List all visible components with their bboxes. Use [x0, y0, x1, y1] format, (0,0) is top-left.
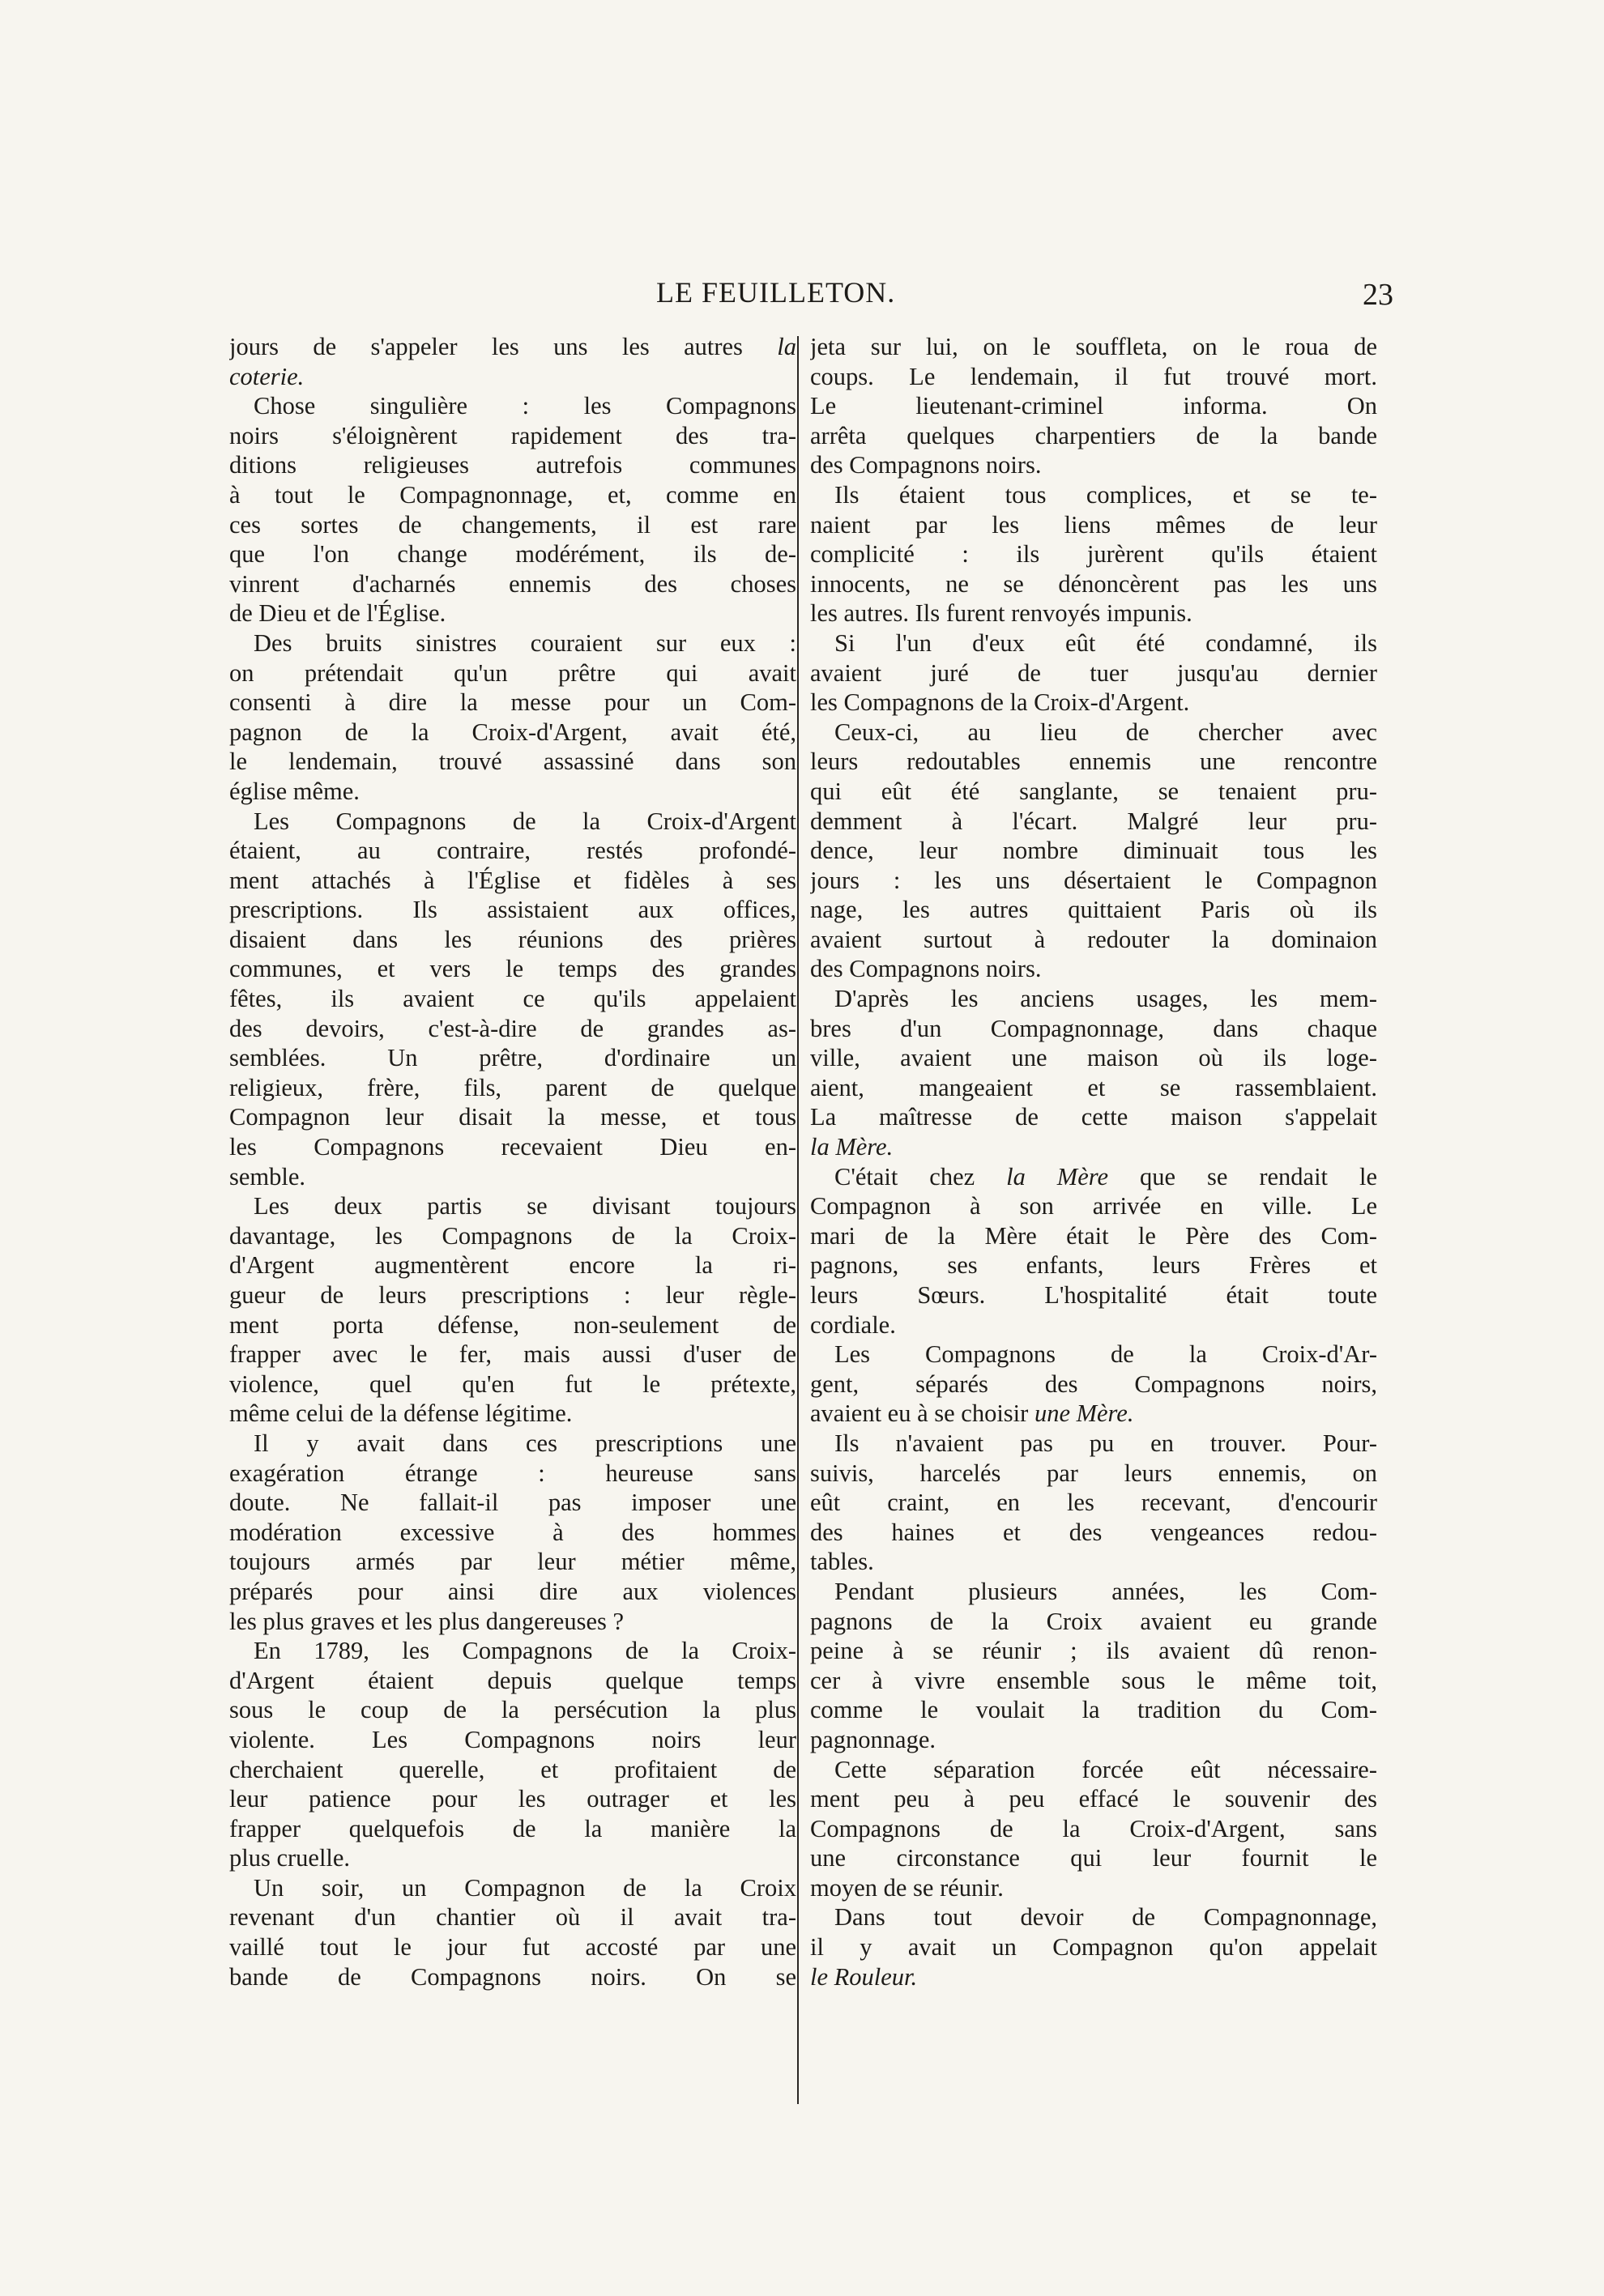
line-text: à tout le Compagnonnage, et, comme en — [229, 480, 796, 509]
line-text: exagération étrange : heureuse sans — [229, 1459, 796, 1487]
text-line — [229, 866, 796, 896]
line-text: cordiale. — [810, 1310, 896, 1339]
line-text: Compagnon leur disait la messe, et tous — [229, 1103, 796, 1131]
text-line — [229, 1755, 796, 1785]
text-column-right — [810, 332, 1377, 1991]
line-text: on prétendait qu'un prêtre qui avait — [229, 658, 796, 687]
text-line — [810, 1695, 1377, 1725]
text-line — [810, 450, 1377, 480]
text-line — [229, 1873, 796, 1903]
text-line — [810, 1577, 1377, 1607]
text-line — [229, 1162, 796, 1192]
text-line — [229, 1932, 796, 1962]
text-line — [229, 984, 796, 1014]
text-line — [810, 598, 1377, 628]
line-text: religieux, frère, fils, parent de quelque — [229, 1073, 796, 1101]
italic-text: coterie. — [229, 362, 305, 390]
text-line — [810, 1636, 1377, 1666]
line-text: frapper quelquefois de la manière la — [229, 1814, 796, 1842]
line-text: qui eût été sanglante, se tenaient pru- — [810, 777, 1377, 805]
text-line — [229, 1784, 796, 1814]
line-text: dence, leur nombre diminuait tous les — [810, 837, 1377, 865]
text-line — [810, 391, 1377, 421]
text-line — [229, 1102, 796, 1132]
line-text: des Compagnons noirs. — [810, 955, 1042, 983]
line-text: ditions religieuses autrefois communes — [229, 451, 796, 479]
line-text: leurs redoutables ennemis une rencontre — [810, 748, 1377, 776]
line-text: il y avait un Compagnon qu'on appelait — [810, 1933, 1377, 1962]
text-line — [229, 954, 796, 984]
text-line — [229, 1518, 796, 1548]
line-text: Le lieutenant-criminel informa. On — [810, 392, 1377, 420]
text-line — [229, 1340, 796, 1370]
text-line — [229, 1666, 796, 1696]
line-text: Compagnon à son arrivée en ville. Le — [810, 1192, 1377, 1220]
line-text: que l'on change modérément, ils de- — [229, 540, 796, 569]
text-line — [810, 1666, 1377, 1696]
line-text: mari de la Mère était le Père des Com- — [810, 1221, 1377, 1250]
text-line — [229, 1488, 796, 1518]
line-text: violente. Les Compagnons noirs leur — [229, 1725, 796, 1753]
line-text: noirs s'éloignèrent rapidement des tra- — [229, 421, 796, 449]
line-text: disaient dans les réunions des prières — [229, 925, 796, 953]
line-text-after: que se rendait le — [1108, 1162, 1377, 1191]
line-text: violence, quel qu'en fut le prétexte, — [229, 1370, 796, 1398]
text-line — [229, 1191, 796, 1221]
text-line — [229, 1399, 796, 1429]
line-text: demment à l'écart. Malgré leur pru- — [810, 807, 1377, 835]
line-text: plus cruelle. — [229, 1844, 351, 1872]
line-text: de Dieu et de l'Église. — [229, 599, 446, 628]
line-text: Les deux partis se divisant toujours — [254, 1192, 796, 1220]
text-line — [229, 925, 796, 955]
line-text: ment attachés à l'Église et fidèles à ses — [229, 866, 796, 894]
text-line — [229, 510, 796, 540]
text-line — [810, 332, 1377, 362]
page-number: 23 — [1363, 278, 1393, 312]
line-text: pagnons de la Croix avaient eu grande — [810, 1607, 1377, 1635]
line-text: préparés pour ainsi dire aux violences — [229, 1577, 796, 1605]
text-line — [229, 539, 796, 569]
line-text: revenant d'un chantier où il avait tra- — [229, 1903, 796, 1932]
text-line — [810, 895, 1377, 925]
text-line — [229, 1695, 796, 1725]
text-line — [229, 480, 796, 510]
text-line — [229, 1577, 796, 1607]
text-line — [810, 1518, 1377, 1548]
line-text: bres d'un Compagnonnage, dans chaque — [810, 1014, 1377, 1042]
text-line — [229, 598, 796, 628]
text-line — [810, 480, 1377, 510]
line-text: moyen de se réunir. — [810, 1873, 1004, 1902]
text-line — [810, 807, 1377, 837]
line-text: Des bruits sinistres couraient sur eux : — [254, 628, 796, 657]
line-text: prescriptions. Ils assistaient aux offices, — [229, 896, 796, 924]
line-text: gent, séparés des Compagnons noirs, — [810, 1370, 1377, 1398]
text-line — [229, 1043, 796, 1073]
text-line — [229, 628, 796, 658]
italic-text: une Mère. — [1034, 1399, 1134, 1428]
line-text: avaient eu à se choisir — [810, 1399, 1034, 1428]
line-text: innocents, ne se dénoncèrent pas les uns — [810, 569, 1377, 598]
text-line — [810, 1043, 1377, 1073]
text-line — [810, 777, 1377, 807]
text-line — [229, 658, 796, 688]
line-text: jeta sur lui, on le souffleta, on le roua de — [810, 333, 1377, 360]
text-line — [810, 1250, 1377, 1280]
text-line — [810, 628, 1377, 658]
text-line — [810, 836, 1377, 866]
text-line — [810, 1280, 1377, 1310]
text-line — [810, 1814, 1377, 1844]
text-line — [810, 539, 1377, 569]
text-line — [229, 718, 796, 748]
text-line — [810, 569, 1377, 599]
line-text: même celui de la défense légitime. — [229, 1399, 573, 1428]
text-line — [229, 1607, 796, 1637]
line-text: leurs Sœurs. L'hospitalité était toute — [810, 1281, 1377, 1309]
text-line — [810, 1547, 1377, 1577]
line-text: tables. — [810, 1548, 874, 1576]
line-text: toujours armés par leur métier même, — [229, 1548, 796, 1576]
line-text: les Compagnons recevaient Dieu en- — [229, 1133, 796, 1161]
italic-text: la — [777, 333, 796, 360]
text-line — [810, 1162, 1377, 1192]
text-line — [229, 807, 796, 837]
line-text: les Compagnons de la Croix-d'Argent. — [810, 688, 1190, 717]
italic-text: la Mère — [1006, 1162, 1109, 1191]
text-line — [229, 1014, 796, 1044]
text-line — [229, 1370, 796, 1399]
line-text: naient par les liens mêmes de leur — [810, 510, 1377, 539]
text-line — [810, 718, 1377, 748]
text-line — [810, 688, 1377, 718]
line-text: jours : les uns désertaient le Compagnon — [810, 866, 1377, 894]
line-text: Ils étaient tous complices, et se te- — [834, 480, 1377, 509]
text-line — [229, 391, 796, 421]
line-text: Ceux-ci, au lieu de chercher avec — [834, 718, 1377, 746]
text-line — [229, 1250, 796, 1280]
running-title: LE FEUILLETON. — [656, 276, 896, 309]
text-line — [810, 362, 1377, 392]
line-text: D'après les anciens usages, les mem- — [834, 985, 1377, 1013]
text-line — [229, 450, 796, 480]
text-line — [229, 1547, 796, 1577]
text-line — [229, 1280, 796, 1310]
text-line — [229, 421, 796, 451]
text-line — [810, 1873, 1377, 1903]
line-text: ces sortes de changements, il est rare — [229, 510, 796, 539]
line-text: les plus graves et les plus dangereuses ? — [229, 1607, 625, 1635]
line-text: des Compagnons noirs. — [810, 451, 1042, 479]
line-text: En 1789, les Compagnons de la Croix- — [254, 1637, 796, 1665]
line-text: le lendemain, trouvé assassiné dans son — [229, 748, 796, 776]
line-text: Compagnons de la Croix-d'Argent, sans — [810, 1814, 1377, 1842]
line-text: C'était chez — [834, 1162, 1007, 1191]
text-line — [810, 1310, 1377, 1340]
line-text: ville, avaient une maison où ils loge- — [810, 1044, 1377, 1072]
line-text: bande de Compagnons noirs. On se — [229, 1962, 796, 1991]
text-line — [810, 421, 1377, 451]
line-text: nage, les autres quittaient Paris où ils — [810, 896, 1377, 924]
line-text: jours de s'appeler les uns les autres — [229, 333, 778, 360]
line-text: Pendant plusieurs années, les Com- — [834, 1577, 1377, 1605]
line-text: semblées. Un prêtre, d'ordinaire un — [229, 1044, 796, 1072]
text-line — [229, 1429, 796, 1459]
text-line — [229, 332, 796, 362]
line-text: d'Argent étaient depuis quelque temps — [229, 1666, 796, 1694]
text-column-left — [229, 332, 796, 1991]
line-text: d'Argent augmentèrent encore la ri- — [229, 1251, 796, 1280]
line-text: communes, et vers le temps des grandes — [229, 955, 796, 983]
text-line — [810, 1725, 1377, 1755]
text-line — [229, 362, 796, 392]
line-text: Dans tout devoir de Compagnonnage, — [834, 1903, 1377, 1932]
line-text: des haines et des vengeances redou- — [810, 1518, 1377, 1546]
line-text: coups. Le lendemain, il fut trouvé mort. — [810, 362, 1377, 390]
column-rule — [797, 336, 799, 2104]
line-text: leur patience pour les outrager et les — [229, 1785, 796, 1813]
text-line — [810, 510, 1377, 540]
line-text: aient, mangeaient et se rassemblaient. — [810, 1073, 1377, 1101]
line-text: davantage, les Compagnons de la Croix- — [229, 1221, 796, 1250]
line-text: Chose singulière : les Compagnons — [254, 392, 796, 420]
line-text: ment porta défense, non-seulement de — [229, 1310, 796, 1339]
text-line — [810, 925, 1377, 955]
line-text: pagnon de la Croix-d'Argent, avait été, — [229, 718, 796, 746]
text-line — [229, 1459, 796, 1489]
text-line — [810, 1399, 1377, 1429]
text-line — [229, 747, 796, 777]
line-text: Si l'un d'eux eût été condamné, ils — [834, 628, 1377, 657]
italic-text: la Mère. — [810, 1133, 894, 1161]
line-text: sous le coup de la persécution la plus — [229, 1696, 796, 1724]
line-text: vinrent d'acharnés ennemis des choses — [229, 569, 796, 598]
text-line — [810, 1370, 1377, 1399]
line-text: Un soir, un Compagnon de la Croix — [254, 1873, 796, 1902]
text-line — [229, 688, 796, 718]
text-line — [229, 1636, 796, 1666]
text-line — [229, 777, 796, 807]
line-text: église même. — [229, 777, 360, 805]
text-line — [229, 1221, 796, 1251]
line-text: suivis, harcelés par leurs ennemis, on — [810, 1459, 1377, 1487]
text-line — [810, 1962, 1377, 1992]
text-line — [810, 984, 1377, 1014]
line-text: fêtes, ils avaient ce qu'ils appelaient — [229, 985, 796, 1013]
line-text: avaient surtout à redouter la dominaion — [810, 925, 1377, 953]
text-line — [810, 1459, 1377, 1489]
line-text: La maîtresse de cette maison s'appelait — [810, 1103, 1377, 1131]
line-text: étaient, au contraire, restés profondé- — [229, 837, 796, 865]
line-text: vaillé tout le jour fut accosté par une — [229, 1933, 796, 1962]
line-text: eût craint, en les recevant, d'encourir — [810, 1489, 1377, 1517]
line-text: une circonstance qui leur fournit le — [810, 1844, 1377, 1872]
italic-text: le Rouleur. — [810, 1962, 918, 1991]
text-line — [810, 1014, 1377, 1044]
text-line — [810, 1102, 1377, 1132]
line-text: gueur de leurs prescriptions : leur règle- — [229, 1281, 796, 1309]
running-head — [227, 275, 1393, 316]
line-text: Il y avait dans ces prescriptions une — [254, 1429, 796, 1457]
line-text: semble. — [229, 1162, 306, 1191]
text-line — [810, 1784, 1377, 1814]
line-text: Les Compagnons de la Croix-d'Ar- — [834, 1340, 1377, 1369]
text-line — [810, 954, 1377, 984]
line-text: frapper avec le fer, mais aussi d'user de — [229, 1340, 796, 1369]
line-text: cherchaient querelle, et profitaient de — [229, 1755, 796, 1783]
text-line — [229, 1843, 796, 1873]
text-line — [229, 569, 796, 599]
text-line — [810, 1429, 1377, 1459]
text-line — [810, 1488, 1377, 1518]
line-text: Cette séparation forcée eût nécessaire- — [834, 1755, 1377, 1783]
text-line — [810, 1607, 1377, 1637]
line-text: cer à vivre ensemble sous le même toit, — [810, 1666, 1377, 1694]
line-text: des devoirs, c'est-à-dire de grandes as- — [229, 1014, 796, 1042]
text-line — [229, 1962, 796, 1992]
text-line — [810, 1843, 1377, 1873]
text-line — [810, 1755, 1377, 1785]
text-line — [810, 1132, 1377, 1162]
line-text: Ils n'avaient pas pu en trouver. Pour- — [834, 1429, 1377, 1457]
text-line — [810, 747, 1377, 777]
text-line — [810, 1073, 1377, 1103]
text-line — [229, 1725, 796, 1755]
line-text: comme le voulait la tradition du Com- — [810, 1696, 1377, 1724]
text-line — [810, 1902, 1377, 1932]
text-line — [229, 1132, 796, 1162]
text-line — [229, 1902, 796, 1932]
text-line — [810, 1191, 1377, 1221]
line-text: pagnonnage. — [810, 1725, 936, 1753]
line-text: Les Compagnons de la Croix-d'Argent — [254, 807, 796, 835]
text-line — [810, 1340, 1377, 1370]
text-line — [810, 1932, 1377, 1962]
text-line — [810, 1221, 1377, 1251]
line-text: modération excessive à des hommes — [229, 1518, 796, 1546]
line-text: doute. Ne fallait-il pas imposer une — [229, 1489, 796, 1517]
line-text: arrêta quelques charpentiers de la bande — [810, 421, 1377, 449]
text-line — [229, 895, 796, 925]
text-line — [810, 866, 1377, 896]
line-text: consenti à dire la messe pour un Com- — [229, 688, 796, 717]
text-line — [229, 1073, 796, 1103]
line-text: avaient juré de tuer jusqu'au dernier — [810, 658, 1377, 687]
line-text: ment peu à peu effacé le souvenir des — [810, 1785, 1377, 1813]
line-text: les autres. Ils furent renvoyés impunis. — [810, 599, 1192, 628]
text-line — [229, 1814, 796, 1844]
line-text: peine à se réunir ; ils avaient dû renon- — [810, 1637, 1377, 1665]
line-text: pagnons, ses enfants, leurs Frères et — [810, 1251, 1377, 1280]
line-text: complicité : ils jurèrent qu'ils étaient — [810, 540, 1377, 569]
text-line — [229, 836, 796, 866]
text-line — [229, 1310, 796, 1340]
text-line — [810, 658, 1377, 688]
